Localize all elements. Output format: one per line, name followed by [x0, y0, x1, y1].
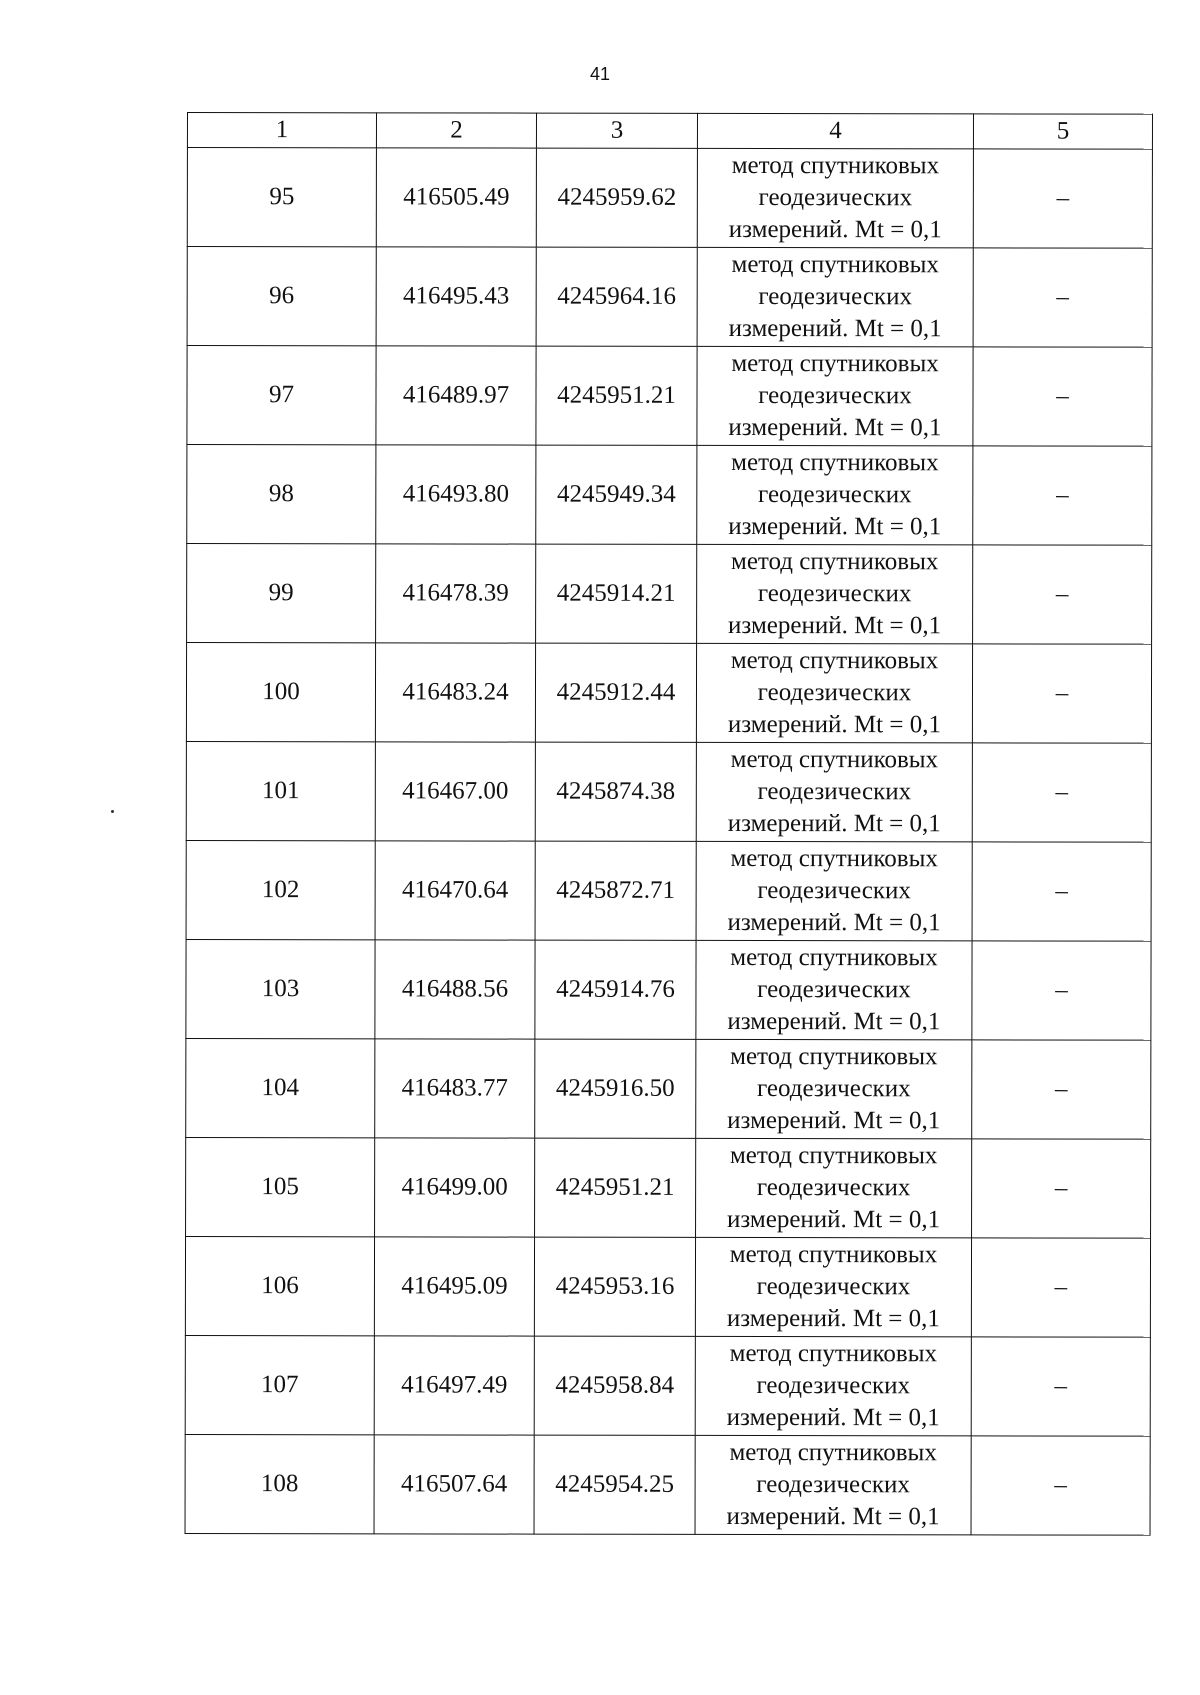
y-coordinate-cell: 4245959.62: [536, 148, 697, 247]
x-coordinate-cell: 416467.00: [375, 742, 535, 841]
table-row: [187, 148, 1152, 249]
scan-speck: [111, 810, 114, 813]
x-coordinate-cell: 416478.39: [376, 544, 536, 643]
method-text-line: метод спутниковых: [729, 1339, 938, 1368]
method-cell: [696, 643, 972, 742]
note-cell: –: [973, 149, 1152, 248]
point-cell: 103: [186, 939, 375, 1038]
point-cell: 104: [186, 1038, 375, 1137]
x-coordinate-cell: 416507.64: [374, 1435, 534, 1534]
method-text-line: геодезических: [758, 282, 912, 311]
method-text-line: измерений. Mt = 0,1: [726, 1304, 940, 1333]
method-text-line: геодезических: [756, 1371, 911, 1400]
note-cell: –: [971, 1337, 1150, 1436]
table-row: [187, 346, 1152, 447]
y-coordinate-cell: 4245953.16: [534, 1237, 695, 1336]
x-coordinate-cell: 416495.09: [374, 1237, 534, 1336]
y-coordinate-cell: 4245874.38: [535, 742, 696, 841]
method-text-line: измерений. Mt = 0,1: [726, 1403, 940, 1432]
point-cell: 107: [185, 1335, 374, 1434]
method-text-line: метод спутниковых: [731, 151, 940, 180]
method-text-line: измерений. Mt = 0,1: [727, 1106, 941, 1135]
point-cell: 105: [186, 1137, 375, 1236]
method-text-line: геодезических: [757, 678, 912, 707]
y-coordinate-cell: 4245872.71: [535, 841, 696, 940]
method-text-line: метод спутниковых: [730, 1042, 938, 1071]
method-text-line: измерений. Mt = 0,1: [727, 710, 941, 739]
method-text-line: метод спутниковых: [731, 448, 939, 477]
point-cell: 95: [187, 148, 376, 247]
method-text-line: геодезических: [757, 777, 912, 806]
y-coordinate-cell: 4245951.21: [535, 1138, 696, 1237]
column-header-4: 4: [697, 113, 973, 148]
table-row: [185, 1335, 1150, 1436]
method-text-line: метод спутниковых: [730, 943, 938, 972]
method-text-line: измерений. Mt = 0,1: [727, 809, 941, 838]
method-text-line: метод спутниковых: [731, 250, 939, 279]
y-coordinate-cell: 4245964.16: [536, 247, 697, 346]
method-cell: [696, 742, 972, 841]
note-cell: –: [972, 1040, 1151, 1139]
column-header-1: 1: [187, 113, 376, 148]
y-coordinate-cell: 4245951.21: [536, 346, 697, 445]
coordinates-table: [185, 112, 1153, 1536]
method-text-line: метод спутниковых: [731, 349, 939, 378]
note-cell: –: [971, 1436, 1150, 1535]
method-text-line: геодезических: [758, 480, 912, 509]
method-cell: [697, 346, 973, 445]
point-cell: 99: [187, 544, 376, 643]
table-row: [186, 840, 1151, 941]
table-row: [187, 247, 1152, 348]
note-cell: –: [972, 1139, 1151, 1238]
note-cell: –: [973, 347, 1152, 446]
method-text-line: метод спутниковых: [730, 844, 938, 873]
method-cell: [696, 1039, 972, 1138]
y-coordinate-cell: 4245954.25: [534, 1435, 695, 1534]
method-cell: [697, 445, 973, 544]
method-cell: [697, 544, 973, 643]
method-text-line: измерений. Mt = 0,1: [727, 908, 941, 937]
x-coordinate-cell: 416470.64: [375, 841, 535, 940]
point-cell: 98: [187, 445, 376, 544]
y-coordinate-cell: 4245916.50: [535, 1039, 696, 1138]
method-text-line: геодезических: [756, 1272, 911, 1301]
table-row: [186, 643, 1151, 744]
method-text-line: геодезических: [757, 876, 911, 905]
note-cell: –: [972, 842, 1151, 941]
method-cell: [696, 841, 972, 940]
method-text-line: геодезических: [756, 1173, 911, 1202]
method-text-line: измерений. Mt = 0,1: [726, 1205, 941, 1234]
method-text-line: метод спутниковых: [729, 1438, 937, 1467]
method-text-line: геодезических: [758, 381, 912, 410]
note-cell: –: [972, 941, 1151, 1040]
method-text-line: геодезических: [758, 183, 913, 212]
method-text-line: метод спутниковых: [729, 1240, 938, 1269]
note-cell: –: [972, 743, 1151, 842]
method-text-line: метод спутниковых: [730, 745, 939, 774]
table-row: [186, 1137, 1151, 1238]
point-cell: 96: [187, 247, 376, 346]
method-text-line: измерений. Mt = 0,1: [727, 1007, 941, 1036]
point-cell: 102: [186, 840, 375, 939]
table-row: [185, 1434, 1150, 1535]
method-text-line: измерений. Mt = 0,1: [728, 413, 942, 442]
method-text-line: измерений. Mt = 0,1: [728, 314, 942, 343]
method-text-line: геодезических: [756, 1074, 911, 1103]
y-coordinate-cell: 4245914.76: [535, 940, 696, 1039]
note-cell: –: [972, 644, 1151, 743]
method-text-line: метод спутниковых: [730, 646, 939, 675]
method-cell: [697, 247, 973, 346]
page-number: 41: [589, 64, 611, 84]
point-cell: 100: [186, 643, 375, 742]
point-cell: 101: [186, 741, 375, 840]
x-coordinate-cell: 416483.24: [375, 643, 535, 742]
method-text-line: геодезических: [757, 579, 912, 608]
table-body: [185, 148, 1152, 1536]
table-row: [187, 544, 1152, 645]
method-text-line: измерений. Mt = 0,1: [726, 1502, 940, 1531]
method-cell: [697, 148, 973, 247]
x-coordinate-cell: 416495.43: [376, 247, 536, 346]
point-cell: 106: [185, 1236, 374, 1335]
x-coordinate-cell: 416505.49: [376, 148, 536, 247]
note-cell: –: [973, 248, 1152, 347]
x-coordinate-cell: 416489.97: [376, 346, 536, 445]
table-row: [186, 741, 1151, 842]
method-cell: [695, 1336, 971, 1435]
method-cell: [695, 1237, 971, 1336]
method-text-line: измерений. Mt = 0,1: [728, 611, 942, 640]
y-coordinate-cell: 4245912.44: [535, 643, 696, 742]
x-coordinate-cell: 416499.00: [375, 1138, 535, 1237]
method-text-line: геодезических: [756, 1470, 910, 1499]
x-coordinate-cell: 416493.80: [376, 445, 536, 544]
method-text-line: геодезических: [757, 975, 911, 1004]
column-header-5: 5: [973, 114, 1152, 149]
note-cell: –: [973, 446, 1152, 545]
method-text-line: измерений. Mt = 0,1: [728, 215, 942, 244]
column-header-3: 3: [536, 113, 697, 148]
table-row: [186, 1038, 1151, 1139]
method-cell: [696, 940, 972, 1039]
point-cell: 108: [185, 1434, 374, 1533]
table-row: [187, 445, 1152, 546]
y-coordinate-cell: 4245958.84: [534, 1336, 695, 1435]
table-row: [185, 1236, 1150, 1337]
x-coordinate-cell: 416483.77: [375, 1039, 535, 1138]
table-row: [186, 939, 1151, 1040]
column-header-2: 2: [376, 113, 536, 148]
method-cell: [695, 1435, 971, 1534]
x-coordinate-cell: 416497.49: [374, 1336, 534, 1435]
note-cell: –: [971, 1238, 1150, 1337]
point-cell: 97: [187, 346, 376, 445]
y-coordinate-cell: 4245914.21: [536, 544, 697, 643]
note-cell: –: [973, 545, 1152, 644]
table-header-row: [187, 113, 1152, 150]
method-text-line: измерений. Mt = 0,1: [728, 512, 942, 541]
method-text-line: метод спутниковых: [730, 547, 939, 576]
method-text-line: метод спутниковых: [729, 1141, 938, 1170]
method-cell: [696, 1138, 972, 1237]
y-coordinate-cell: 4245949.34: [536, 445, 697, 544]
x-coordinate-cell: 416488.56: [375, 940, 535, 1039]
